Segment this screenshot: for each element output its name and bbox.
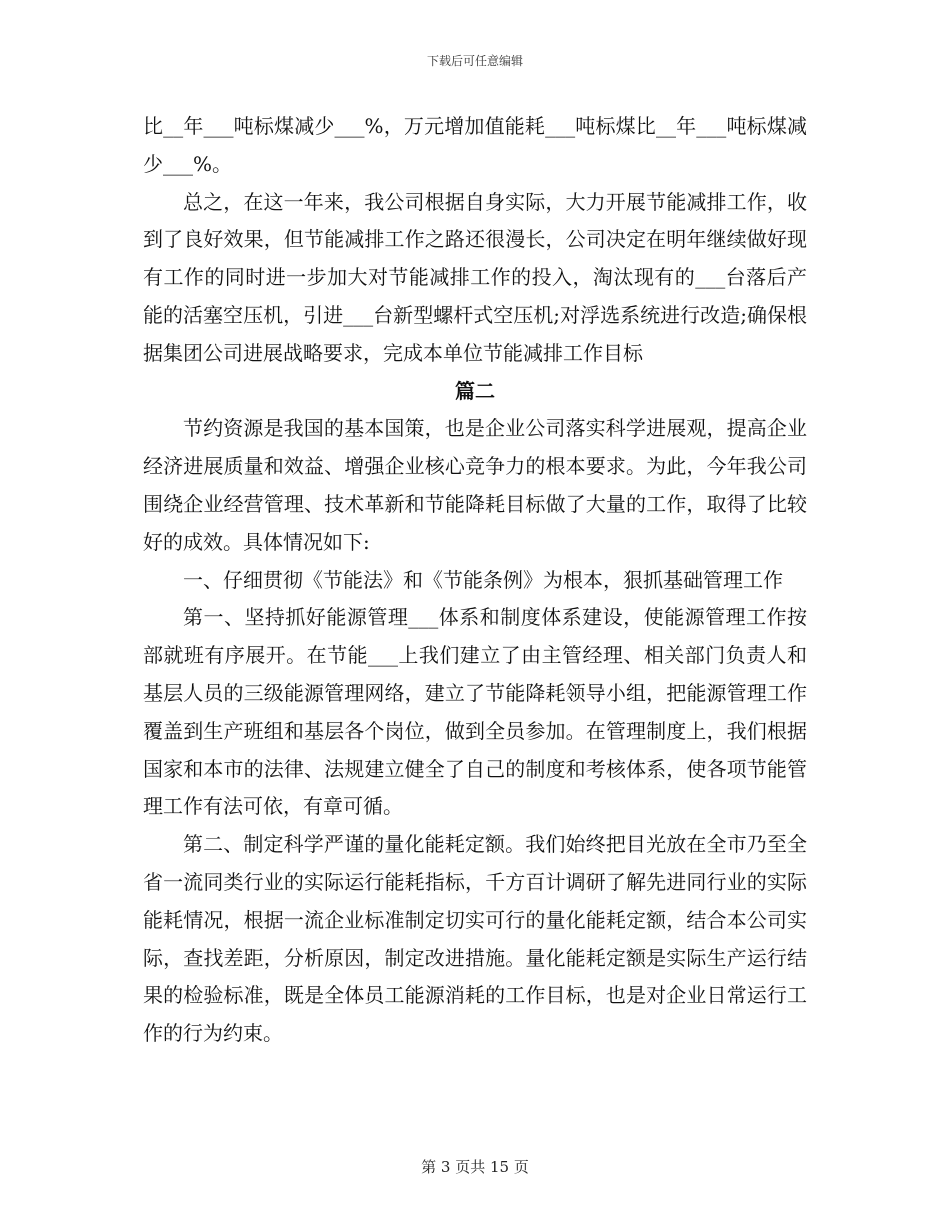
page-header-note: 下载后可任意编辑: [426, 54, 523, 68]
paragraph-second-point: 第二、制定科学严谨的量化能耗定额。我们始终把目光放在全市乃至全省一流同类行业的实际运行能耗指标，千方百计调研了解先进同行业的实际能耗情况，根据一流企业标准制定切实可行的量化能耗定额，结合本公司实际，查找差距，分析原因，制定改进措施。量化能耗定额是实际生产运行结果的检验标准，既是全体员工能源消耗的工作目标，也是对企业日常运行工作的行为约束。: [143, 832, 807, 1046]
paragraph-intro: 节约资源是我国的基本国策，也是企业公司落实科学进展观，提高企业经济进展质量和效益、增强企业核心竞争力的根本要求。为此，今年我公司围绕企业经营管理、技术革新和节能降耗目标做了大量的工作，取得了比较好的成效。具体情况如下:: [143, 416, 807, 554]
page-number-footer: 第 3 页共 15 页: [421, 1158, 529, 1176]
section-title: 篇二: [455, 378, 495, 403]
document-body: [143, 108, 807, 1053]
paragraph-continuation: 比__年___吨标煤减少___%，万元增加值能耗___吨标煤比__年___吨标煤减少___%。: [143, 114, 807, 176]
paragraph-heading-one: 一、仔细贯彻《节能法》和《节能条例》为根本，狠抓基础管理工作: [183, 567, 783, 592]
paragraph-first-point: 第一、坚持抓好能源管理___体系和制度体系建设，使能源管理工作按部就班有序展开。在节能___上我们建立了由主管经理、相关部门负责人和基层人员的三级能源管理网络，建立了节能降耗领导小组，把能源管理工作覆盖到生产班组和基层各个岗位，做到全员参加。在管理制度上，我们根据国家和本市的法律、法规建立健全了自己的制度和考核体系，使各项节能管理工作有法可依，有章可循。: [143, 605, 807, 819]
paragraph-summary: 总之，在这一年来，我公司根据自身实际，大力开展节能减排工作，收到了良好效果，但节能减排工作之路还很漫长，公司决定在明年继续做好现有工作的同时进一步加大对节能减排工作的投入，淘汰现有的___台落后产能的活塞空压机，引进___台新型螺杆式空压机;对浮选系统进行改造;确保根据集团公司进展战略要求，完成本单位节能减排工作目标: [143, 189, 807, 365]
